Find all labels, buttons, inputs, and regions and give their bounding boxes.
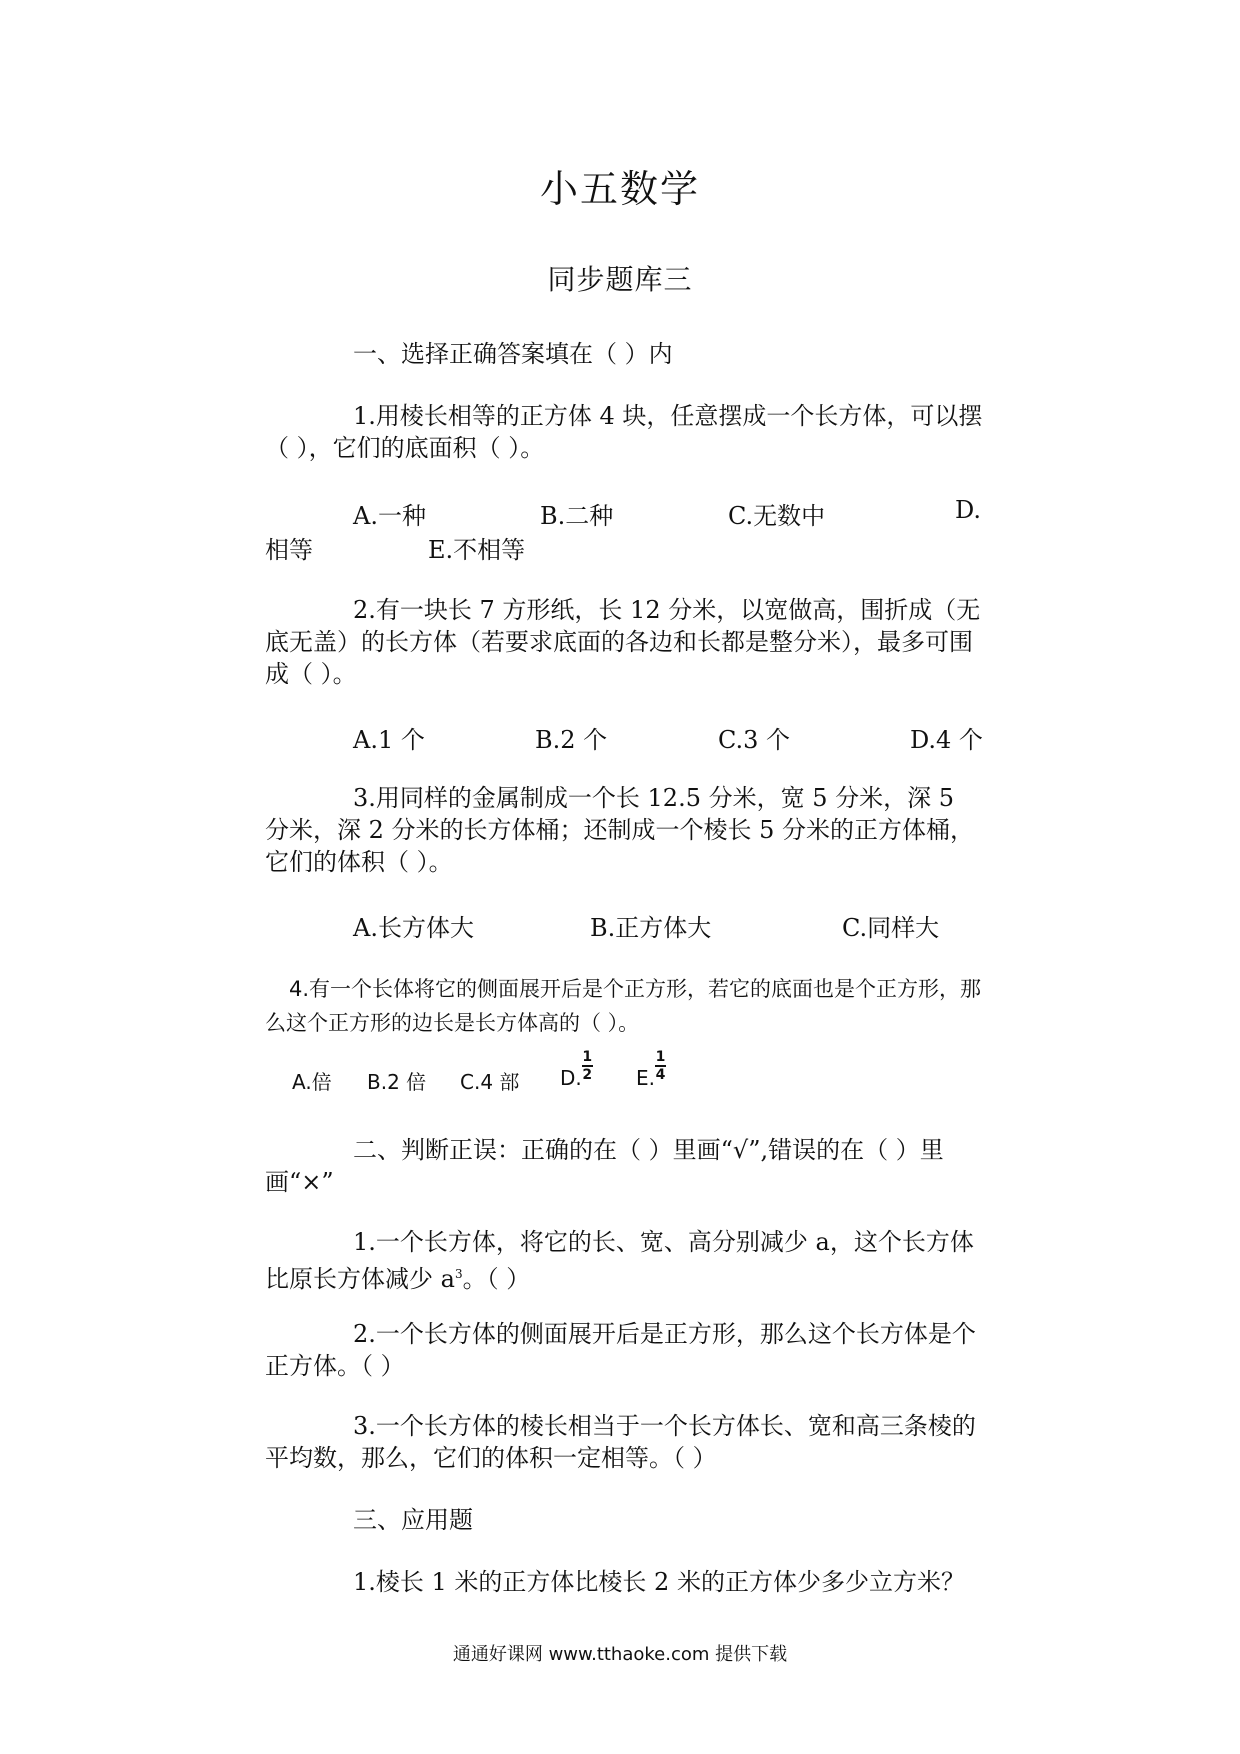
option-b: B.正方体大: [590, 914, 712, 942]
option-d: D.4 个: [910, 726, 983, 754]
option-d-label: D.: [560, 1066, 582, 1090]
fraction-one-half: [582, 1050, 593, 1082]
option-c: C.4 部: [460, 1070, 520, 1094]
option-c: C.同样大: [842, 914, 940, 942]
fraction-denominator: 4: [655, 1067, 666, 1083]
document-subtitle: 同步题库三: [547, 263, 693, 296]
answer-bracket: 。（ ）: [462, 1265, 531, 1293]
footer-credit: 通通好课网 www.tthaoke.com 提供下载: [452, 1644, 788, 1665]
fraction-denominator: 2: [582, 1067, 593, 1083]
option-e: E.不相等: [428, 536, 526, 564]
option-d-text: 相等: [265, 536, 313, 564]
fraction-numerator: 1: [582, 1049, 593, 1065]
question-1-4-text: 4.有一个长体将它的侧面展开后是个正方形，若它的底面也是个正方形，那么这个正方形的边长是长方体高的（ ）。: [265, 977, 982, 1035]
document-title: 小五数学: [539, 167, 700, 211]
option-b: B.2 倍: [367, 1070, 427, 1094]
option-d: [560, 1049, 593, 1098]
option-a: A.一种: [353, 502, 426, 530]
question-1-1-text: 1.用棱长相等的正方体 4 块，任意摆成一个长方体，可以摆（ ），它们的底面积（ ）。: [265, 402, 983, 462]
question-1-2-text: 2.有一块长 7 方形纸，长 12 分米，以宽做高，围折成（无底无盖）的长方体（若要求底面的各边和长都是整分米），最多可围成（ ）。: [265, 596, 981, 688]
question-2-3-text: 3.一个长方体的棱长相当于一个长方体长、宽和高三条棱的平均数，那么，它们的体积一定相等。（ ）: [265, 1412, 976, 1472]
option-a: A.1 个: [353, 726, 425, 754]
question-2-1-body: 1.一个长方体，将它的长、宽、高分别减少 a，这个长方体比原长方体减少 a: [265, 1228, 974, 1293]
option-a: A.倍: [292, 1070, 332, 1094]
option-b: B.2 个: [535, 726, 608, 754]
question-3-1-text: 1.棱长 1 米的正方体比棱长 2 米的正方体少多少立方米？: [353, 1568, 965, 1596]
option-e-label: E.: [636, 1066, 655, 1090]
option-a: A.长方体大: [353, 914, 474, 942]
section2-heading: 二、判断正误：正确的在（ ）里画“√”,错误的在（ ）里画“×”: [265, 1136, 944, 1196]
option-e: [636, 1049, 666, 1098]
fraction-one-quarter: [655, 1050, 666, 1082]
section3-heading: 三、应用题: [353, 1506, 473, 1534]
fraction-numerator: 1: [655, 1049, 666, 1065]
option-d: D.: [955, 496, 982, 524]
option-b: B.二种: [540, 502, 614, 530]
section1-heading: 一、选择正确答案填在（ ）内: [353, 340, 673, 368]
question-1-3-text: 3.用同样的金属制成一个长 12.5 分米，宽 5 分米，深 5 分米，深 2 分米的长方体桶；还制成一个棱长 5 分米的正方体桶，它们的体积（ ）。: [265, 784, 975, 876]
option-c: C.无数中: [728, 502, 826, 530]
question-2-2-text: 2.一个长方体的侧面展开后是正方形，那么这个长方体是个正方体。（ ）: [265, 1320, 976, 1380]
question-2-1-text: [265, 1226, 985, 1295]
exponent: 3: [454, 1267, 463, 1281]
option-c: C.3 个: [718, 726, 791, 754]
